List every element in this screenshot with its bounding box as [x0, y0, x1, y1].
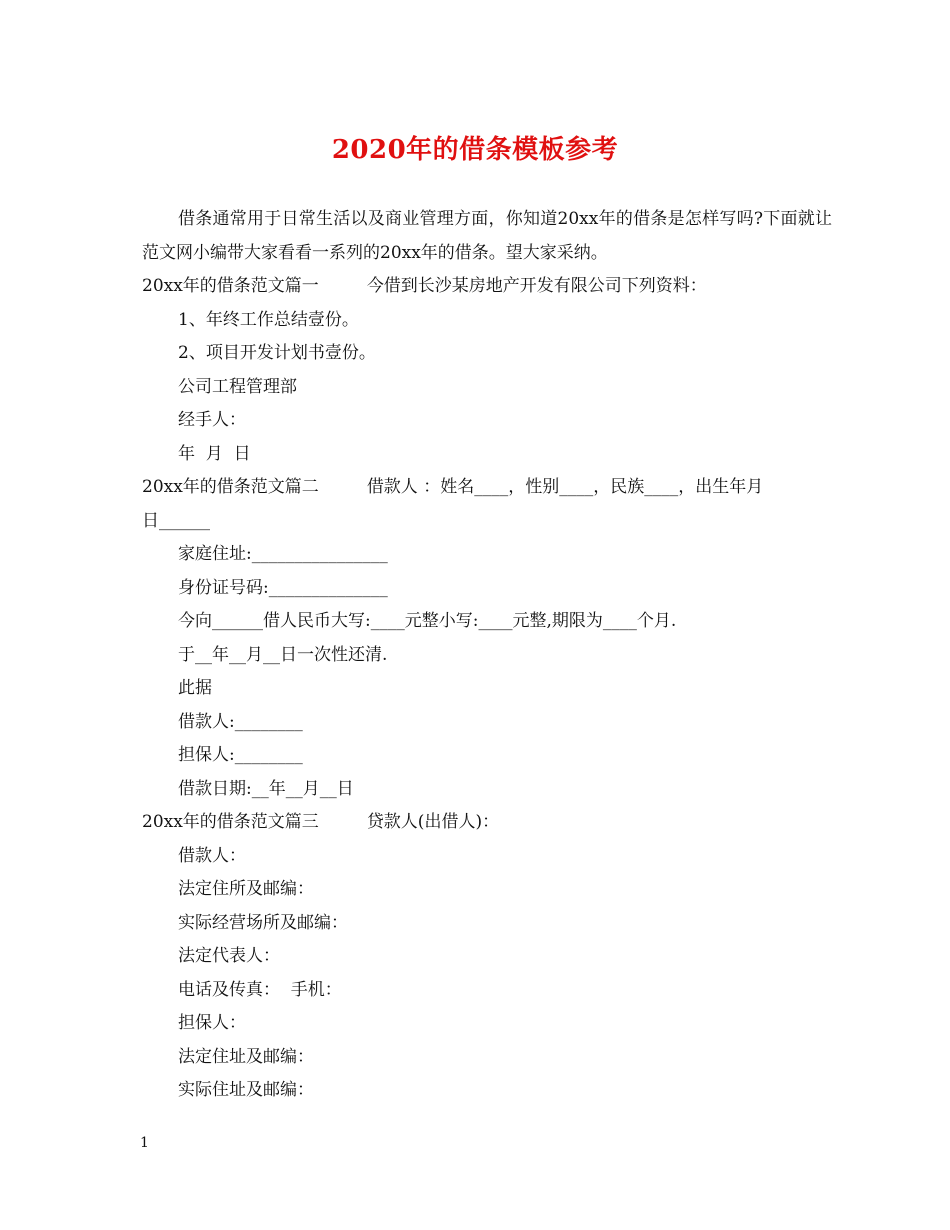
section3-line: 法定住址及邮编：	[178, 1046, 314, 1067]
section3-heading: 20xx年的借条范文篇三	[142, 812, 319, 832]
section3-line: 实际经营场所及邮编：	[178, 912, 348, 933]
section2-lead: 借款人 ：姓名____，性别____，民族____，出生年月	[366, 477, 764, 497]
section2-heading-line	[142, 471, 832, 505]
section2-line: 今向______借人民币大写:____元整小写:____元整,期限为____个月.	[178, 611, 677, 631]
intro-paragraph: 借条通常用于日常生活以及商业管理方面，你知道20xx年的借条是怎样写吗?下面就让范文网小编带大家看看一系列的20xx年的借条。望大家采纳。	[142, 209, 832, 263]
section2-line: 担保人:________	[178, 745, 303, 765]
section2-heading: 20xx年的借条范文篇二	[142, 477, 319, 497]
section1-lead: 今借到长沙某房地产开发有限公司下列资料：	[366, 276, 707, 296]
section3-line: 实际住址及邮编：	[178, 1080, 314, 1100]
section3-heading-line	[142, 806, 832, 840]
section3-line: 担保人：	[178, 1013, 246, 1033]
section3-lead: 贷款人(出借人)：	[366, 812, 500, 832]
document-body	[142, 203, 832, 1108]
section2-line: 借款人:________	[178, 711, 303, 732]
section2-line: 于__年__月__日一次性还清.	[178, 644, 388, 665]
section2-line: 此据	[178, 678, 212, 698]
section3-line: 电话及传真： 手机：	[178, 979, 342, 1000]
section1-line: 公司工程管理部	[178, 376, 297, 397]
section1-line: 2、项目开发计划书壹份。	[178, 343, 376, 363]
section3-line: 借款人：	[178, 845, 246, 866]
section1-line: 经手人：	[178, 410, 246, 430]
section2-line: 身份证号码:______________	[178, 577, 388, 598]
section3-line: 法定代表人：	[178, 946, 280, 966]
section1-line: 1、年终工作总结壹份。	[178, 309, 359, 330]
section1-heading: 20xx年的借条范文篇一	[142, 276, 319, 296]
section2-line: 家庭住址:________________	[178, 544, 388, 564]
section1-heading-line	[142, 270, 832, 304]
section2-lead-continuation: 日______	[142, 510, 210, 531]
document-title: 2020年的借条模板参考	[331, 135, 619, 165]
page-number: 1	[140, 1135, 149, 1151]
section2-line: 借款日期:__年__月__日	[178, 778, 354, 799]
section1-line: 年 月 日	[178, 443, 251, 464]
section3-line: 法定住所及邮编：	[178, 879, 314, 899]
